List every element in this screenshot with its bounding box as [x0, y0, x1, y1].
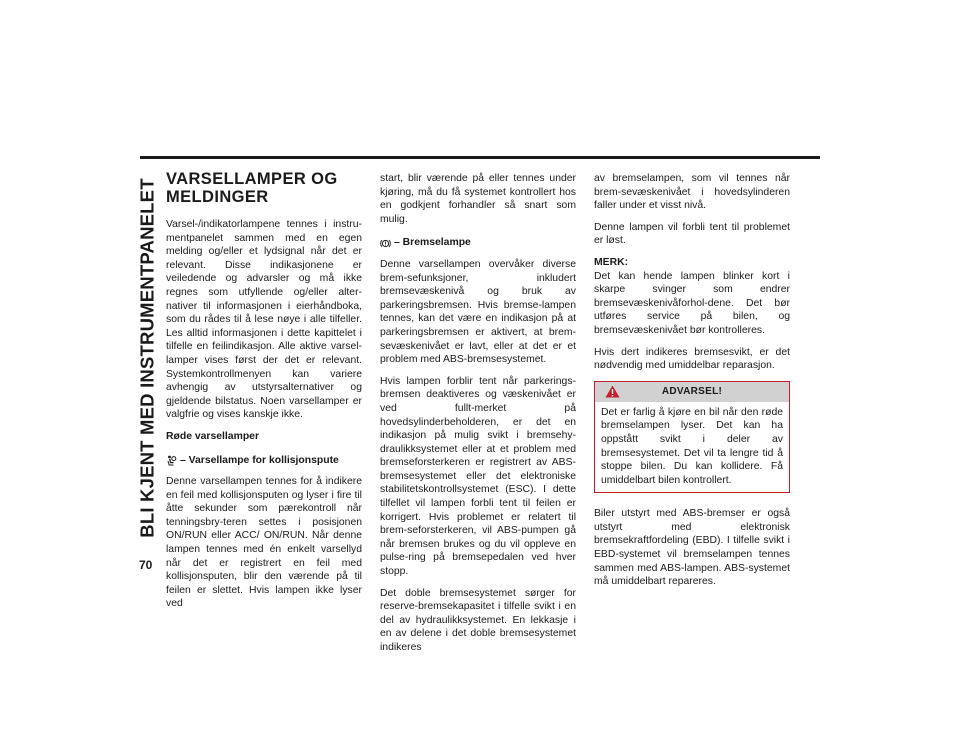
note-text: Det kan hende lampen blinker kort i skarpe svinger som endrer bremsevæskenivåforhol-dene. Det bør utføres service på bilen, og bremsevæskenivået bør kontrolleres. — [594, 270, 790, 336]
page-number: 70 — [139, 558, 153, 572]
intro-paragraph: Varsel-/indikatorlampene tennes i instru-mentpanelet sammen med en egen melding og/eller et lydsignal når det er relevant. Disse indikasjonene er veiledende og advarsler og må ikke regnes som utfyllende og/eller alter-nativer til informasjonen i eierhåndboka, som du rådes til å lese nøye i alle tilfeller. Les alltid informasjonen i dette kapittelet i tilfelle en feilindikasjon. Alle aktive varsel-lamper vises først der det er relevant. Systemkontrollmenyen kan variere avhengig av utstyrsalternativer og gjeldende bilstatus. Noen varsellamper er valgfrie og vises kanskje ikke. — [166, 219, 362, 421]
warning-header — [595, 382, 789, 402]
warning-title: ADVARSEL! — [661, 385, 723, 397]
ebd-paragraph: Biler utstyrt med ABS-bremser er også utstyrt med elektronisk bremsekraftfordeling (EBD). I tilfelle svikt i EBD-systemet vil bremselampen tennes sammen med ABS-lampen. ABS-systemet må umiddelbart repareres. — [594, 508, 790, 588]
top-rule — [140, 156, 820, 159]
brake-paragraph-1: Denne varsellampen overvåker diverse brem-sefunksjoner, inkludert bremsevæskenivå og bruk av parkeringsbremsen. Hvis bremse-lampen tennes, kan det være en indikasjon på at parkeringsbremsen er aktivert, at brem-sevæskenivået er lavt, eller at det er et problem med ABS-bremsesystemet. — [380, 258, 576, 366]
warning-triangle-icon — [605, 385, 620, 403]
airbag-lamp-heading-text: – Varsellampe for kollisjonspute — [180, 454, 339, 466]
airbag-paragraph: Denne varsellampen tennes for å indikere en feil med kollisjonsputen og lyser i fire til åtte sekunder som pærekontroll når tenningsbry-teren settes i posisjonen ON/RUN eller ACC/ ON/RUN. Når denne lampen tennes med én enkelt varsellyd når det er registrert en feil med kollisjonsputen, blir den værende på til feilen er slettet. Hvis lampen ikke lyser ved — [166, 476, 362, 610]
airbag-warning-icon — [166, 455, 177, 466]
airbag-lamp-heading — [166, 454, 362, 468]
airbag-paragraph-continued: start, blir værende på eller tennes under kjøring, må du få systemet kontrollert hos en godkjent forhandler så snart som mulig. — [380, 173, 576, 225]
chapter-side-title — [137, 173, 159, 543]
brake-paragraph-4: av bremselampen, som vil tennes når brem-sevæskenivået i hovedsylinderen faller under et visst nivå. — [594, 173, 790, 212]
column-1 — [166, 170, 362, 619]
note-label: MERK: — [594, 256, 629, 268]
red-lamps-subheading: Røde varsellamper — [166, 430, 259, 442]
brake-paragraph-2: Hvis lampen forblir tent når parkerings-bremsen deaktiveres og væskenivået er ved fullt-merket på hovedsylinderbeholderen, er det en indikasjon på mulig svikt i bremsehy-draulikksystemet eller at et problem med bremseforsterkeren er registrert av ABS-bremsesystemet eller det elektroniske stabilitetskontrollsystemet (ESC). I dette tilfellet vil lampen forbli tent til feilen er korrigert. Hvis problemet er relatert til brem-seforsterkeren, vil ABS-pumpen gå når bremsen brukes og du vil oppleve en pulse-ring på bremsepedalen ved hver stopp. — [380, 375, 576, 578]
warning-text: Det er farlig å kjøre en bil når den røde bremselampen lyser. Det kan ha oppstått svikt i deler av bremsesystemet. Det vil ta lengre tid å stoppe bilen. Du kan kollidere. Få umiddelbart bilen kontrollert. — [601, 406, 783, 486]
section-heading: VARSELLAMPER OG MELDINGER — [166, 170, 338, 206]
note-block — [594, 256, 790, 338]
brake-lamp-heading-text: – Bremselampe — [394, 237, 471, 249]
brake-paragraph-5: Denne lampen vil forbli tent til problemet er løst. — [594, 221, 790, 247]
chapter-side-title-text: BLI KJENT MED INSTRUMENTPANELET — [137, 178, 159, 538]
warning-box — [594, 381, 790, 494]
column-2 — [380, 172, 576, 663]
brake-paragraph-6: Hvis dert indikeres bremsesvikt, er det nødvendig med umiddelbar reparasjon. — [594, 346, 790, 372]
brake-paragraph-3: Det doble bremsesystemet sørger for reserve-bremsekapasitet i tilfelle svikt i en del av hydraulikksystemet. En lekkasje i en av delene i det doble bremsesystemet indikeres — [380, 587, 576, 653]
brake-warning-icon — [380, 238, 391, 249]
brake-lamp-heading — [380, 236, 576, 250]
column-3 — [594, 172, 790, 597]
